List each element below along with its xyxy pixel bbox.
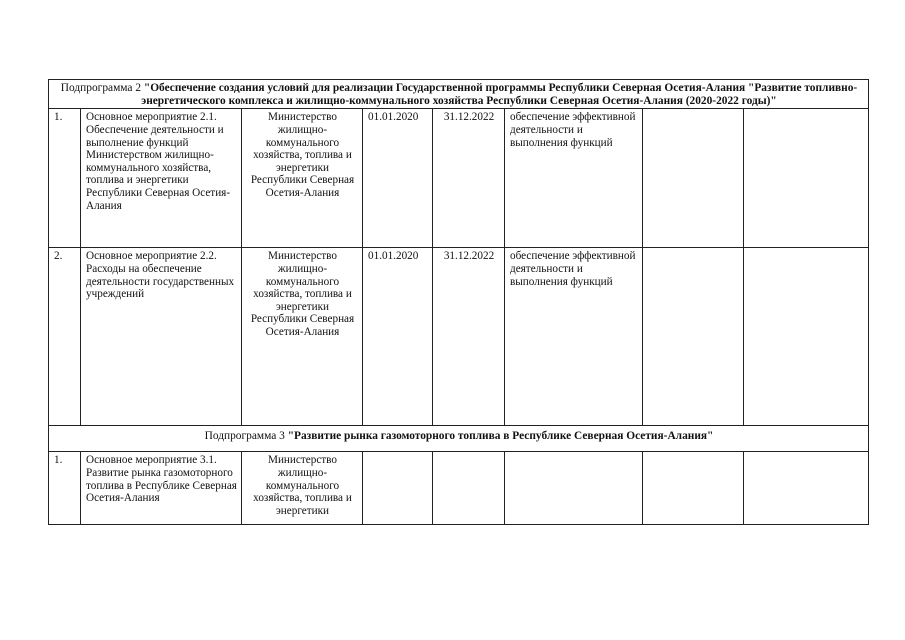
empty-cell bbox=[643, 452, 744, 525]
end-date-cell: 31.12.2022 bbox=[433, 109, 505, 248]
empty-cell bbox=[744, 452, 869, 525]
empty-cell bbox=[744, 109, 869, 248]
empty-cell bbox=[643, 248, 744, 426]
empty-cell bbox=[744, 248, 869, 426]
subprogram-2-prefix: Подпрограмма 2 bbox=[60, 82, 144, 94]
table-row bbox=[49, 452, 869, 525]
result-cell: обеспечение эффективной деятельности и выполнения функций bbox=[505, 248, 643, 426]
row-number: 2. bbox=[49, 248, 81, 426]
empty-cell bbox=[643, 109, 744, 248]
row-number: 1. bbox=[49, 109, 81, 248]
activity-cell: Основное мероприятие 3.1. Развитие рынка газомоторного топлива в Республике Северная Осетия-Алания bbox=[81, 452, 242, 525]
executor-cell: Министерство жилищно-коммунального хозяйства, топлива и энергетики Республики Северная Осетия-Алания bbox=[242, 248, 363, 426]
start-date-cell bbox=[363, 452, 433, 525]
subprogram-2-header bbox=[49, 80, 869, 109]
start-date-cell: 01.01.2020 bbox=[363, 248, 433, 426]
activity-cell: Основное мероприятие 2.2. Расходы на обеспечение деятельности государственных учреждений bbox=[81, 248, 242, 426]
end-date-cell: 31.12.2022 bbox=[433, 248, 505, 426]
result-cell bbox=[505, 452, 643, 525]
table-row bbox=[49, 248, 869, 426]
executor-cell: Министерство жилищно-коммунального хозяйства, топлива и энергетики Республики Северная Осетия-Алания bbox=[242, 109, 363, 248]
start-date-cell: 01.01.2020 bbox=[363, 109, 433, 248]
row-number: 1. bbox=[49, 452, 81, 525]
subprogram-3-title: "Развитие рынка газомоторного топлива в Республике Северная Осетия-Алания" bbox=[287, 430, 714, 443]
activity-cell: Основное мероприятие 2.1. Обеспечение деятельности и выполнение функций Министерством жилищно-коммунального хозяйства, топлива и энергетики Республики Северная Осетия-Алания bbox=[81, 109, 242, 248]
subprogram-3-header-row bbox=[49, 426, 869, 452]
subprogram-3-prefix: Подпрограмма 3 bbox=[204, 430, 288, 443]
end-date-cell bbox=[433, 452, 505, 525]
subprogram-3-header bbox=[49, 426, 869, 452]
result-cell: обеспечение эффективной деятельности и выполнения функций bbox=[505, 109, 643, 248]
executor-cell: Министерство жилищно-коммунального хозяйства, топлива и энергетики bbox=[242, 452, 363, 525]
program-table bbox=[48, 79, 869, 525]
table-row bbox=[49, 109, 869, 248]
subprogram-2-title: "Обеспечение создания условий для реализации Государственной программы Республики Северная Осетия-Алания "Развитие топливно-энергетического комплекса и жилищно-коммунального хозяйства Республики Северная Осетия-Алания (2020-2022 годы)" bbox=[141, 82, 858, 108]
subprogram-2-header-row bbox=[49, 80, 869, 109]
